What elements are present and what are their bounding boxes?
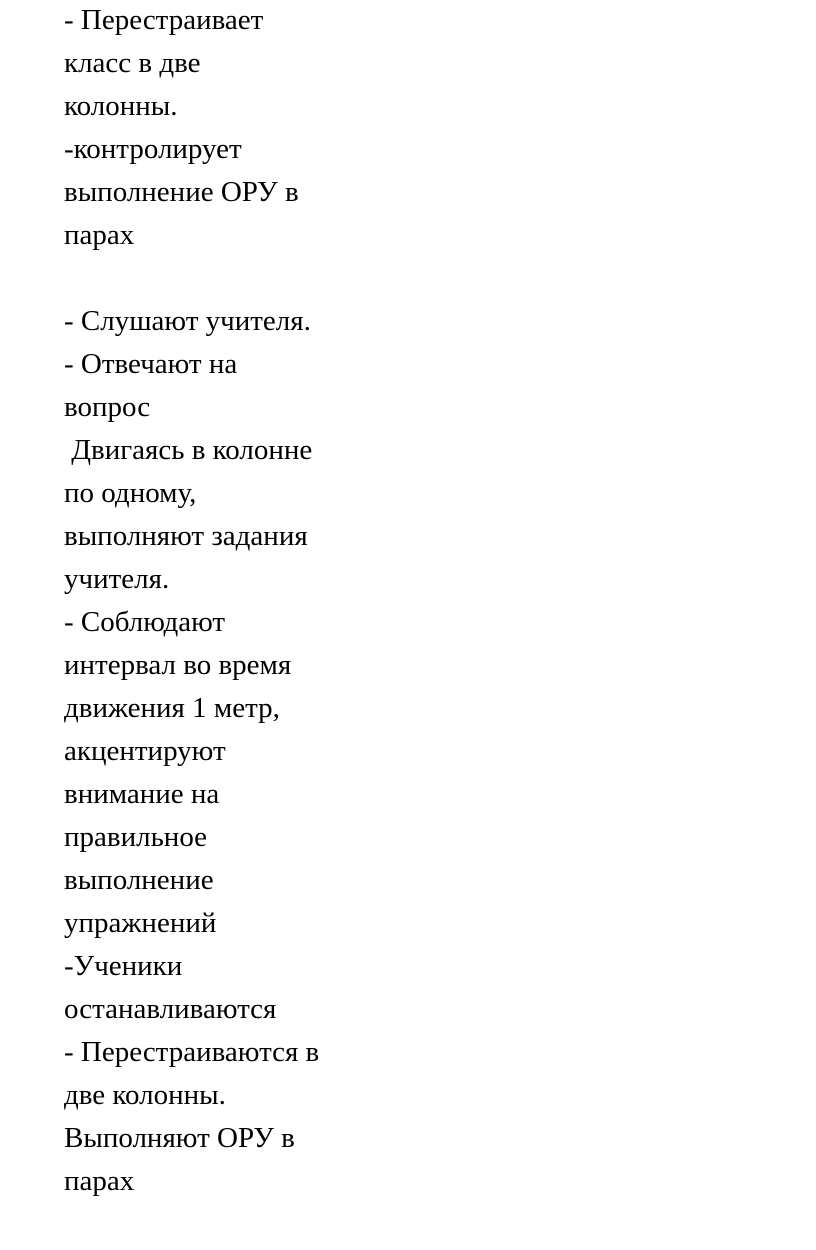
text-line: -контролирует	[64, 133, 242, 165]
text-line: - Перестраивает	[64, 4, 264, 36]
text-line: по одному,	[64, 477, 197, 509]
text-line: акцентируют	[64, 735, 226, 767]
text-line: Двигаясь в колонне	[64, 434, 313, 466]
text-line: колонны.	[64, 90, 178, 122]
text-line: внимание на	[64, 778, 220, 810]
text-line: интервал во время	[64, 649, 292, 681]
text-line: - Соблюдают	[64, 606, 226, 638]
text-line: движения 1 метр,	[64, 692, 280, 724]
text-line: останавливаются	[64, 993, 277, 1025]
text-line: Выполняют ОРУ в	[64, 1122, 295, 1154]
text-line: вопрос	[64, 391, 151, 423]
text-line: выполняют задания	[64, 520, 308, 552]
text-line: - Перестраиваются в	[64, 1036, 320, 1068]
text-line: выполнение ОРУ в	[64, 176, 299, 208]
text-line: парах	[64, 1165, 135, 1197]
text-line: две колонны.	[64, 1079, 226, 1111]
text-line: учителя.	[64, 563, 170, 595]
text-line: парах	[64, 219, 135, 251]
text-line: - Отвечают на	[64, 348, 238, 380]
text-line: правильное	[64, 821, 208, 853]
text-line: класс в две	[64, 47, 201, 79]
text-line: выполнение	[64, 864, 214, 896]
text-line: упражнений	[64, 907, 217, 939]
text-line: -Ученики	[64, 950, 183, 982]
text-line: - Слушают учителя.	[64, 305, 311, 337]
